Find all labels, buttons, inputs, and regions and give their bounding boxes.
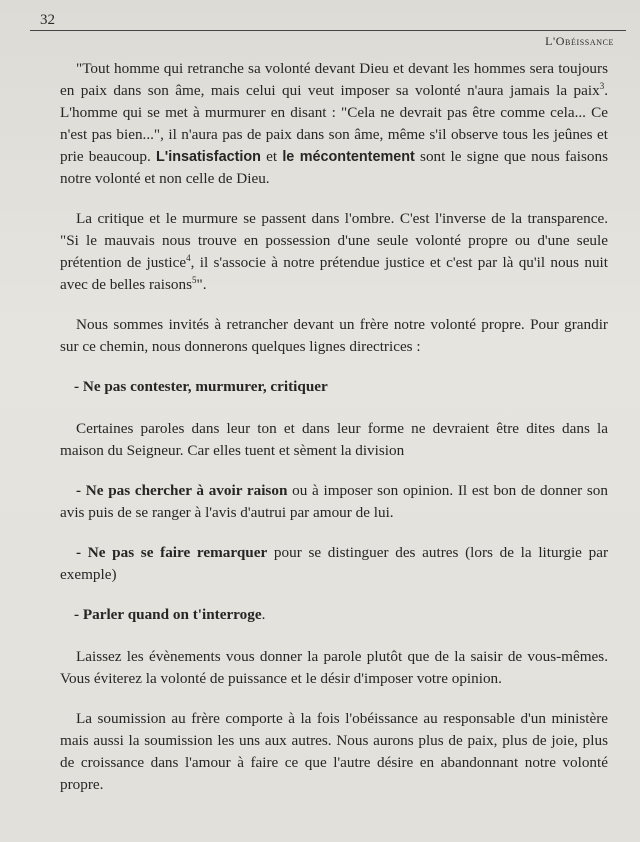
paragraph-8: La soumission au frère comporte à la fois l'obéissance au responsable d'un ministère mais aussi la soumission les uns aux autres. Nous aurons plus de paix, plus de joie, plus de croissance dans l'amour à faire ce que l'autre désire en abandonnant notre volonté propre. bbox=[60, 710, 608, 793]
body-text bbox=[60, 58, 608, 814]
guideline-4-bold: - Parler quand on t'interroge bbox=[74, 606, 262, 623]
p1-text-c: et bbox=[260, 148, 283, 165]
bold-mecontentement: le mécontentement bbox=[282, 149, 415, 165]
guideline-3 bbox=[60, 542, 608, 586]
paragraph-2 bbox=[60, 208, 608, 296]
p1-text-a: "Tout homme qui retranche sa volonté devant Dieu et devant les hommes sera toujours en paix dans son âme, mais celui qui veut imposer sa volonté n'aura jamais la paix bbox=[60, 60, 608, 99]
footnote-ref-4: 4 bbox=[186, 252, 191, 263]
guideline-2-text: ou à imposer son opinion. Il est bon de donner son avis puis de se ranger à l'avis d'autrui par amour de lui. bbox=[60, 482, 608, 521]
paragraph-4: Certaines paroles dans leur ton et dans leur forme ne devraient être dites dans la maison du Seigneur. Car elles tuent et sèment la division bbox=[60, 420, 608, 459]
guideline-2 bbox=[60, 480, 608, 524]
header-rule bbox=[30, 30, 626, 31]
paragraph-7: Laissez les évènements vous donner la parole plutôt que de la saisir de vous-mêmes. Vous éviterez la volonté de puissance et le désir d'imposer votre opinion. bbox=[60, 648, 608, 687]
footnote-ref-5: 5 bbox=[192, 274, 197, 285]
p1-text-b: . L'homme qui se met à murmurer en disant : "Cela ne devrait pas être comme cela... Ce n'est pas bien...", il n'aura pas de paix dans son âme, même s'il observe tous les jeûnes et prie beaucoup. bbox=[60, 82, 608, 165]
p1-text-d: sont le signe que nous faisons notre volonté et non celle de Dieu. bbox=[60, 148, 608, 187]
running-title: L'Obéissance bbox=[545, 34, 614, 48]
p2-text-b: , il s'associe à notre prétendue justice et c'est par là qu'il nous nuit avec de belles raisons bbox=[60, 254, 608, 293]
guideline-4 bbox=[60, 604, 608, 626]
guideline-3-text: pour se distinguer des autres (lors de la liturgie par exemple) bbox=[60, 544, 609, 583]
guideline-4-text: . bbox=[261, 606, 266, 623]
p2-text-c: ". bbox=[196, 276, 207, 293]
paragraph-3: Nous sommes invités à retrancher devant un frère notre volonté propre. Pour grandir sur ce chemin, nous donnerons quelques lignes directrices : bbox=[60, 316, 608, 355]
footnote-ref-3: 3 bbox=[599, 80, 605, 91]
p2-text-a: La critique et le murmure se passent dans l'ombre. C'est l'inverse de la transparence. "Si le mauvais nous trouve en possession d'une seule volonté propre ou d'une seule prétention de justice bbox=[60, 210, 608, 271]
guideline-2-bold: - Ne pas chercher à avoir raison bbox=[76, 482, 288, 499]
bold-insatisfaction: L'insatisfaction bbox=[155, 149, 261, 165]
guideline-3-bold: - Ne pas se faire remarquer bbox=[76, 544, 268, 561]
page-number: 32 bbox=[40, 12, 55, 28]
guideline-1 bbox=[60, 376, 608, 398]
guideline-1-bold: - Ne pas contester, murmurer, critiquer bbox=[74, 378, 328, 395]
paragraph-1 bbox=[60, 58, 608, 190]
